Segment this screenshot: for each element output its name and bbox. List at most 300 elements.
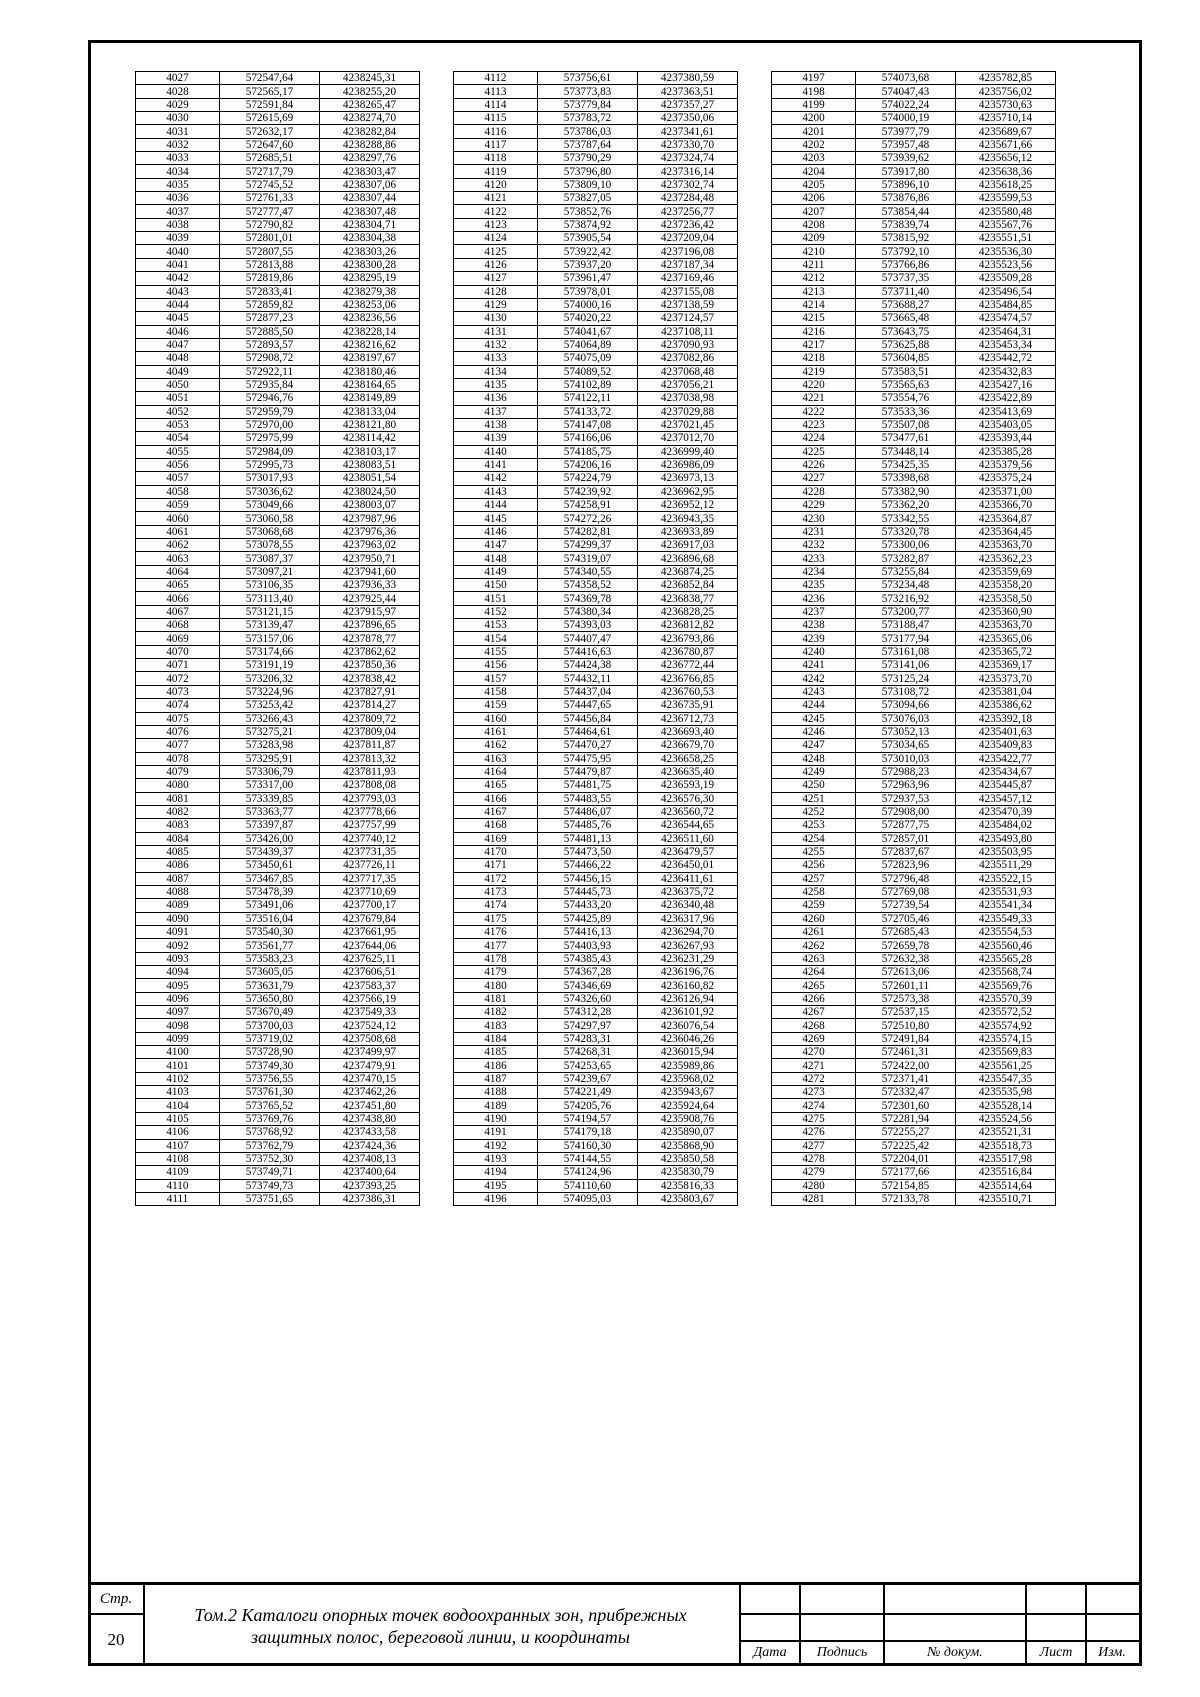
- y-coordinate-cell: 4238274,70: [320, 112, 420, 125]
- y-coordinate-cell: 4238149,89: [320, 392, 420, 405]
- point-number-cell: 4114: [454, 98, 538, 111]
- y-coordinate-cell: 4235358,20: [956, 579, 1056, 592]
- y-coordinate-cell: 4235560,46: [956, 939, 1056, 952]
- x-coordinate-cell: 572301,60: [856, 1099, 956, 1112]
- point-number-cell: 4192: [454, 1139, 538, 1152]
- y-coordinate-cell: 4236766,85: [638, 672, 738, 685]
- table-row: [136, 125, 420, 138]
- point-number-cell: 4170: [454, 845, 538, 858]
- point-number-cell: 4244: [772, 699, 856, 712]
- table-row: [772, 165, 1056, 178]
- y-coordinate-cell: 4235850,58: [638, 1152, 738, 1165]
- table-row: [136, 779, 420, 792]
- point-number-cell: 4213: [772, 285, 856, 298]
- x-coordinate-cell: 574258,91: [538, 499, 638, 512]
- x-coordinate-cell: 574424,38: [538, 659, 638, 672]
- x-coordinate-cell: 573141,06: [856, 659, 956, 672]
- y-coordinate-cell: 4238300,28: [320, 258, 420, 271]
- y-coordinate-cell: 4237408,13: [320, 1152, 420, 1165]
- point-number-cell: 4218: [772, 352, 856, 365]
- table-row: [136, 712, 420, 725]
- y-coordinate-cell: 4238307,06: [320, 178, 420, 191]
- table-row: [136, 405, 420, 418]
- x-coordinate-cell: 574346,69: [538, 979, 638, 992]
- point-number-cell: 4158: [454, 685, 538, 698]
- x-coordinate-cell: 574000,19: [856, 112, 956, 125]
- y-coordinate-cell: 4235816,33: [638, 1179, 738, 1192]
- table-row: [136, 672, 420, 685]
- table-row: [772, 779, 1056, 792]
- table-row: [136, 85, 420, 98]
- table-row: [454, 592, 738, 605]
- point-number-cell: 4217: [772, 338, 856, 351]
- point-number-cell: 4258: [772, 885, 856, 898]
- table-row: [454, 98, 738, 111]
- y-coordinate-cell: 4235375,24: [956, 472, 1056, 485]
- point-number-cell: 4093: [136, 952, 220, 965]
- table-row: [136, 272, 420, 285]
- x-coordinate-cell: 572573,38: [856, 992, 956, 1005]
- point-number-cell: 4126: [454, 258, 538, 271]
- y-coordinate-cell: 4237950,71: [320, 552, 420, 565]
- point-number-cell: 4136: [454, 392, 538, 405]
- x-coordinate-cell: 573565,63: [856, 378, 956, 391]
- point-number-cell: 4242: [772, 672, 856, 685]
- x-coordinate-cell: 572461,31: [856, 1046, 956, 1059]
- y-coordinate-cell: 4236593,19: [638, 779, 738, 792]
- y-coordinate-cell: 4238228,14: [320, 325, 420, 338]
- point-number-cell: 4246: [772, 725, 856, 738]
- table-row: [454, 739, 738, 752]
- y-coordinate-cell: 4238265,47: [320, 98, 420, 111]
- y-coordinate-cell: 4237038,98: [638, 392, 738, 405]
- y-coordinate-cell: 4237012,70: [638, 432, 738, 445]
- table-row: [772, 72, 1056, 85]
- point-number-cell: 4232: [772, 539, 856, 552]
- y-coordinate-cell: 4236658,25: [638, 752, 738, 765]
- x-coordinate-cell: 572537,15: [856, 1006, 956, 1019]
- x-coordinate-cell: 574095,03: [538, 1192, 638, 1205]
- table-row: [772, 458, 1056, 471]
- table-row: [772, 218, 1056, 231]
- y-coordinate-cell: 4236196,76: [638, 966, 738, 979]
- x-coordinate-cell: 574022,24: [856, 98, 956, 111]
- y-coordinate-cell: 4237731,35: [320, 845, 420, 858]
- point-number-cell: 4190: [454, 1112, 538, 1125]
- point-number-cell: 4046: [136, 325, 220, 338]
- point-number-cell: 4045: [136, 312, 220, 325]
- x-coordinate-cell: 574205,76: [538, 1099, 638, 1112]
- x-coordinate-cell: 572371,41: [856, 1072, 956, 1085]
- point-number-cell: 4053: [136, 418, 220, 431]
- point-number-cell: 4096: [136, 992, 220, 1005]
- y-coordinate-cell: 4238083,51: [320, 458, 420, 471]
- table-row: [772, 152, 1056, 165]
- x-coordinate-cell: 572422,00: [856, 1059, 956, 1072]
- x-coordinate-cell: 572995,73: [220, 458, 320, 471]
- y-coordinate-cell: 4237936,33: [320, 579, 420, 592]
- table-row: [136, 258, 420, 271]
- x-coordinate-cell: 573200,77: [856, 605, 956, 618]
- table-row: [136, 525, 420, 538]
- coordinates-table-1: [135, 71, 420, 1206]
- x-coordinate-cell: 573017,93: [220, 472, 320, 485]
- y-coordinate-cell: 4237256,77: [638, 205, 738, 218]
- point-number-cell: 4265: [772, 979, 856, 992]
- y-coordinate-cell: 4235427,16: [956, 378, 1056, 391]
- table-row: [454, 699, 738, 712]
- table-row: [136, 565, 420, 578]
- table-row: [136, 739, 420, 752]
- table-row: [454, 659, 738, 672]
- y-coordinate-cell: 4237302,74: [638, 178, 738, 191]
- table-row: [136, 552, 420, 565]
- point-number-cell: 4193: [454, 1152, 538, 1165]
- table-row: [454, 525, 738, 538]
- y-coordinate-cell: 4238307,48: [320, 205, 420, 218]
- table-row: [454, 539, 738, 552]
- point-number-cell: 4079: [136, 765, 220, 778]
- x-coordinate-cell: 573320,78: [856, 525, 956, 538]
- point-number-cell: 4118: [454, 152, 538, 165]
- y-coordinate-cell: 4238003,07: [320, 499, 420, 512]
- y-coordinate-cell: 4235514,64: [956, 1179, 1056, 1192]
- x-coordinate-cell: 574282,81: [538, 525, 638, 538]
- y-coordinate-cell: 4237462,26: [320, 1086, 420, 1099]
- x-coordinate-cell: 572615,69: [220, 112, 320, 125]
- x-coordinate-cell: 573078,55: [220, 539, 320, 552]
- x-coordinate-cell: 573719,02: [220, 1032, 320, 1045]
- point-number-cell: 4033: [136, 152, 220, 165]
- point-number-cell: 4123: [454, 218, 538, 231]
- x-coordinate-cell: 572885,50: [220, 325, 320, 338]
- point-number-cell: 4201: [772, 125, 856, 138]
- y-coordinate-cell: 4238307,44: [320, 192, 420, 205]
- point-number-cell: 4073: [136, 685, 220, 698]
- point-number-cell: 4125: [454, 245, 538, 258]
- table-row: [454, 445, 738, 458]
- point-number-cell: 4034: [136, 165, 220, 178]
- point-number-cell: 4055: [136, 445, 220, 458]
- point-number-cell: 4222: [772, 405, 856, 418]
- table-row: [136, 1006, 420, 1019]
- y-coordinate-cell: 4235541,34: [956, 899, 1056, 912]
- point-number-cell: 4027: [136, 72, 220, 85]
- point-number-cell: 4172: [454, 872, 538, 885]
- table-row: [454, 1126, 738, 1139]
- x-coordinate-cell: 572225,42: [856, 1139, 956, 1152]
- y-coordinate-cell: 4235551,51: [956, 232, 1056, 245]
- table-row: [772, 1126, 1056, 1139]
- y-coordinate-cell: 4236294,70: [638, 926, 738, 939]
- table-row: [136, 138, 420, 151]
- x-coordinate-cell: 573761,30: [220, 1086, 320, 1099]
- y-coordinate-cell: 4235434,67: [956, 765, 1056, 778]
- table-row: [136, 792, 420, 805]
- y-coordinate-cell: 4235432,83: [956, 365, 1056, 378]
- table-row: [772, 699, 1056, 712]
- y-coordinate-cell: 4237068,48: [638, 365, 738, 378]
- table-row: [454, 85, 738, 98]
- y-coordinate-cell: 4235470,39: [956, 805, 1056, 818]
- table-row: [772, 752, 1056, 765]
- table-row: [772, 939, 1056, 952]
- point-number-cell: 4163: [454, 752, 538, 765]
- y-coordinate-cell: 4235509,28: [956, 272, 1056, 285]
- y-coordinate-cell: 4236793,86: [638, 632, 738, 645]
- point-number-cell: 4264: [772, 966, 856, 979]
- point-number-cell: 4215: [772, 312, 856, 325]
- y-coordinate-cell: 4236772,44: [638, 659, 738, 672]
- x-coordinate-cell: 572632,38: [856, 952, 956, 965]
- y-coordinate-cell: 4235565,28: [956, 952, 1056, 965]
- y-coordinate-cell: 4236511,60: [638, 832, 738, 845]
- x-coordinate-cell: 574369,78: [538, 592, 638, 605]
- x-coordinate-cell: 574144,55: [538, 1152, 638, 1165]
- y-coordinate-cell: 4237090,93: [638, 338, 738, 351]
- x-coordinate-cell: 574073,68: [856, 72, 956, 85]
- y-coordinate-cell: 4235689,67: [956, 125, 1056, 138]
- point-number-cell: 4164: [454, 765, 538, 778]
- x-coordinate-cell: 573060,58: [220, 512, 320, 525]
- y-coordinate-cell: 4235516,84: [956, 1166, 1056, 1179]
- x-coordinate-cell: 573939,62: [856, 152, 956, 165]
- table-row: [454, 432, 738, 445]
- table-row: [772, 672, 1056, 685]
- point-number-cell: 4117: [454, 138, 538, 151]
- point-number-cell: 4155: [454, 645, 538, 658]
- table-row: [772, 445, 1056, 458]
- point-number-cell: 4184: [454, 1032, 538, 1045]
- y-coordinate-cell: 4236231,29: [638, 952, 738, 965]
- x-coordinate-cell: 572937,53: [856, 792, 956, 805]
- y-coordinate-cell: 4237811,93: [320, 765, 420, 778]
- x-coordinate-cell: 573854,44: [856, 205, 956, 218]
- table-row: [136, 1072, 420, 1085]
- table-row: [136, 499, 420, 512]
- x-coordinate-cell: 574470,27: [538, 739, 638, 752]
- x-coordinate-cell: 572935,84: [220, 378, 320, 391]
- y-coordinate-cell: 4235493,80: [956, 832, 1056, 845]
- x-coordinate-cell: 574064,89: [538, 338, 638, 351]
- x-coordinate-cell: 574479,87: [538, 765, 638, 778]
- point-number-cell: 4056: [136, 458, 220, 471]
- table-row: [454, 779, 738, 792]
- point-number-cell: 4130: [454, 312, 538, 325]
- table-row: [454, 672, 738, 685]
- table-row: [136, 432, 420, 445]
- x-coordinate-cell: 573157,06: [220, 632, 320, 645]
- x-coordinate-cell: 573052,13: [856, 725, 956, 738]
- table-row: [136, 192, 420, 205]
- table-row: [136, 232, 420, 245]
- table-row: [454, 499, 738, 512]
- point-number-cell: 4078: [136, 752, 220, 765]
- point-number-cell: 4088: [136, 885, 220, 898]
- table-row: [772, 512, 1056, 525]
- point-number-cell: 4047: [136, 338, 220, 351]
- x-coordinate-cell: 574239,67: [538, 1072, 638, 1085]
- table-row: [136, 1019, 420, 1032]
- point-number-cell: 4069: [136, 632, 220, 645]
- y-coordinate-cell: 4236999,40: [638, 445, 738, 458]
- point-number-cell: 4156: [454, 659, 538, 672]
- x-coordinate-cell: 572739,54: [856, 899, 956, 912]
- x-coordinate-cell: 574102,89: [538, 378, 638, 391]
- table-row: [772, 85, 1056, 98]
- x-coordinate-cell: 572659,78: [856, 939, 956, 952]
- y-coordinate-cell: 4235535,98: [956, 1086, 1056, 1099]
- point-number-cell: 4064: [136, 565, 220, 578]
- table-row: [136, 1046, 420, 1059]
- point-number-cell: 4086: [136, 859, 220, 872]
- y-coordinate-cell: 4235474,57: [956, 312, 1056, 325]
- x-coordinate-cell: 573700,03: [220, 1019, 320, 1032]
- point-number-cell: 4110: [136, 1179, 220, 1192]
- y-coordinate-cell: 4237508,68: [320, 1032, 420, 1045]
- x-coordinate-cell: 572761,33: [220, 192, 320, 205]
- x-coordinate-cell: 573049,66: [220, 499, 320, 512]
- point-number-cell: 4095: [136, 979, 220, 992]
- y-coordinate-cell: 4237814,27: [320, 699, 420, 712]
- point-number-cell: 4216: [772, 325, 856, 338]
- table-row: [772, 565, 1056, 578]
- x-coordinate-cell: 573749,30: [220, 1059, 320, 1072]
- date-column-label: Дата: [753, 1645, 787, 1660]
- x-coordinate-cell: 573275,21: [220, 725, 320, 738]
- point-number-cell: 4040: [136, 245, 220, 258]
- x-coordinate-cell: 573397,87: [220, 819, 320, 832]
- y-coordinate-cell: 4237811,87: [320, 739, 420, 752]
- point-number-cell: 4157: [454, 672, 538, 685]
- y-coordinate-cell: 4235572,52: [956, 1006, 1056, 1019]
- x-coordinate-cell: 572908,72: [220, 352, 320, 365]
- y-coordinate-cell: 4238197,67: [320, 352, 420, 365]
- table-row: [136, 338, 420, 351]
- table-row: [454, 966, 738, 979]
- table-row: [136, 832, 420, 845]
- table-row: [454, 112, 738, 125]
- point-number-cell: 4080: [136, 779, 220, 792]
- x-coordinate-cell: 574340,55: [538, 565, 638, 578]
- table-row: [772, 138, 1056, 151]
- x-coordinate-cell: 573792,10: [856, 245, 956, 258]
- point-number-cell: 4132: [454, 338, 538, 351]
- point-number-cell: 4179: [454, 966, 538, 979]
- x-coordinate-cell: 574122,11: [538, 392, 638, 405]
- point-number-cell: 4173: [454, 885, 538, 898]
- x-coordinate-cell: 573876,86: [856, 192, 956, 205]
- table-row: [772, 312, 1056, 325]
- y-coordinate-cell: 4235536,30: [956, 245, 1056, 258]
- table-row: [772, 365, 1056, 378]
- y-coordinate-cell: 4237778,66: [320, 805, 420, 818]
- table-row: [454, 1152, 738, 1165]
- title-block: [88, 1582, 1142, 1666]
- table-row: [136, 458, 420, 471]
- y-coordinate-cell: 4238295,19: [320, 272, 420, 285]
- point-number-cell: 4147: [454, 539, 538, 552]
- table-row: [772, 178, 1056, 191]
- point-number-cell: 4090: [136, 912, 220, 925]
- x-coordinate-cell: 573756,61: [538, 72, 638, 85]
- y-coordinate-cell: 4236812,82: [638, 619, 738, 632]
- table-row: [454, 552, 738, 565]
- y-coordinate-cell: 4236126,94: [638, 992, 738, 1005]
- point-number-cell: 4196: [454, 1192, 538, 1205]
- point-number-cell: 4167: [454, 805, 538, 818]
- table-row: [136, 205, 420, 218]
- table-row: [136, 1112, 420, 1125]
- point-number-cell: 4072: [136, 672, 220, 685]
- point-number-cell: 4228: [772, 485, 856, 498]
- table-row: [136, 72, 420, 85]
- point-number-cell: 4108: [136, 1152, 220, 1165]
- x-coordinate-cell: 574166,06: [538, 432, 638, 445]
- y-coordinate-cell: 4235756,02: [956, 85, 1056, 98]
- point-number-cell: 4202: [772, 138, 856, 151]
- y-coordinate-cell: 4237726,11: [320, 859, 420, 872]
- y-coordinate-cell: 4235554,53: [956, 926, 1056, 939]
- table-row: [772, 1139, 1056, 1152]
- point-number-cell: 4207: [772, 205, 856, 218]
- table-row: [772, 392, 1056, 405]
- x-coordinate-cell: 574403,93: [538, 939, 638, 952]
- table-row: [136, 1126, 420, 1139]
- table-row: [136, 605, 420, 618]
- y-coordinate-cell: 4236411,61: [638, 872, 738, 885]
- table-row: [136, 392, 420, 405]
- table-row: [136, 1166, 420, 1179]
- x-coordinate-cell: 573643,75: [856, 325, 956, 338]
- y-coordinate-cell: 4235531,93: [956, 885, 1056, 898]
- point-number-cell: 4091: [136, 926, 220, 939]
- y-coordinate-cell: 4238282,84: [320, 125, 420, 138]
- table-row: [772, 378, 1056, 391]
- table-row: [136, 1099, 420, 1112]
- table-row: [772, 272, 1056, 285]
- table-row: [772, 805, 1056, 818]
- table-row: [772, 1192, 1056, 1205]
- coordinates-table-2: [453, 71, 738, 1206]
- point-number-cell: 4197: [772, 72, 856, 85]
- point-number-cell: 4065: [136, 579, 220, 592]
- table-row: [136, 979, 420, 992]
- x-coordinate-cell: 574268,31: [538, 1046, 638, 1059]
- x-coordinate-cell: 572647,60: [220, 138, 320, 151]
- table-row: [772, 725, 1056, 738]
- point-number-cell: 4146: [454, 525, 538, 538]
- point-number-cell: 4083: [136, 819, 220, 832]
- x-coordinate-cell: 574380,34: [538, 605, 638, 618]
- table-row: [454, 378, 738, 391]
- y-coordinate-cell: 4237862,62: [320, 645, 420, 658]
- table-row: [454, 1086, 738, 1099]
- point-number-cell: 4227: [772, 472, 856, 485]
- point-number-cell: 4233: [772, 552, 856, 565]
- y-coordinate-cell: 4237082,86: [638, 352, 738, 365]
- x-coordinate-cell: 573266,43: [220, 712, 320, 725]
- point-number-cell: 4262: [772, 939, 856, 952]
- x-coordinate-cell: 573631,79: [220, 979, 320, 992]
- point-number-cell: 4208: [772, 218, 856, 231]
- y-coordinate-cell: 4238164,65: [320, 378, 420, 391]
- table-row: [454, 565, 738, 578]
- x-coordinate-cell: 574047,43: [856, 85, 956, 98]
- y-coordinate-cell: 4236450,01: [638, 859, 738, 872]
- y-coordinate-cell: 4238253,06: [320, 298, 420, 311]
- x-coordinate-cell: 572813,88: [220, 258, 320, 271]
